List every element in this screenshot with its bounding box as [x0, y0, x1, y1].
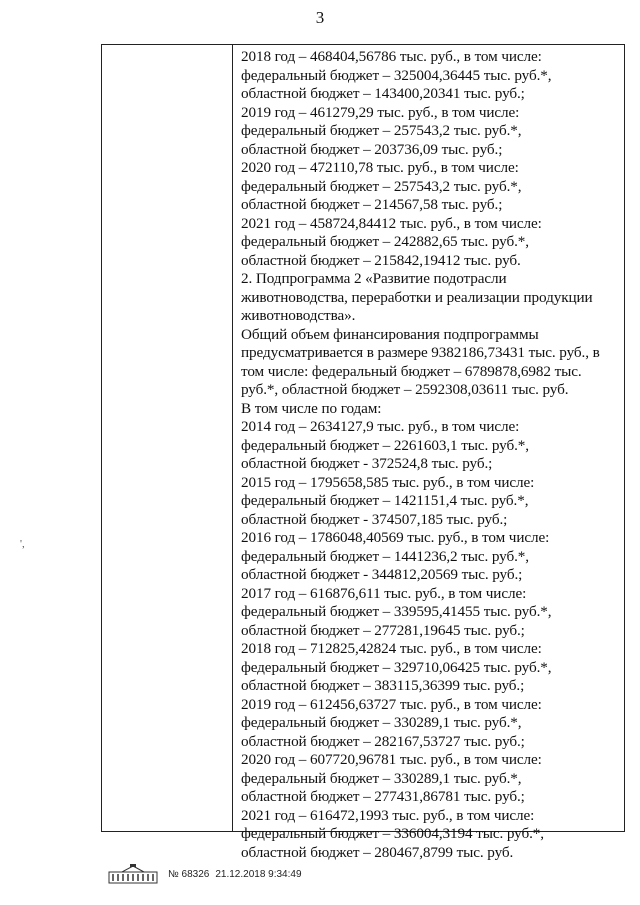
text-line: 2021 год – 458724,84412 тыс. руб., в том числе: — [241, 214, 542, 232]
text-line: 2020 год – 607720,96781 тыс. руб., в том числе: — [241, 751, 542, 768]
text-line: Общий объем финансирования подпрограммы — [241, 325, 539, 343]
document-timestamp: 21.12.2018 9:34:49 — [215, 868, 302, 880]
text-line: областной бюджет – 280467,8799 тыс. руб. — [241, 843, 514, 861]
footer-stamp — [108, 864, 302, 884]
text-line: областной бюджет - 374507,185 тыс. руб.; — [241, 510, 508, 528]
text-line: федеральный бюджет – 325004,36445 тыс. руб.*, — [241, 66, 552, 84]
text-line: 2019 год – 461279,29 тыс. руб., в том числе: — [241, 103, 520, 121]
scan-mark: ', — [20, 538, 25, 550]
text-line: том числе: федеральный бюджет – 6789878,6982 тыс. — [241, 362, 582, 380]
text-line: федеральный бюджет – 330289,1 тыс. руб.*, — [241, 769, 522, 787]
text-line: областной бюджет – 203736,09 тыс. руб.; — [241, 140, 503, 158]
text-line: предусматривается в размере 9382186,73431 тыс. руб., в — [241, 344, 600, 361]
text-line: федеральный бюджет – 1441236,2 тыс. руб.*, — [241, 547, 529, 565]
text-line: областной бюджет – 143400,20341 тыс. руб.; — [241, 85, 525, 102]
text-line: 2015 год – 1795658,585 тыс. руб., в том числе: — [241, 473, 535, 491]
text-line: федеральный бюджет – 329710,06425 тыс. руб.*, — [241, 658, 552, 676]
text-line: областной бюджет – 383115,36399 тыс. руб.; — [241, 677, 525, 694]
text-line: федеральный бюджет – 2261603,1 тыс. руб.*, — [241, 436, 529, 454]
text-line: 2020 год – 472110,78 тыс. руб., в том числе: — [241, 159, 519, 176]
text-line: 2018 год – 712825,42824 тыс. руб., в том числе: — [241, 640, 542, 657]
text-line: федеральный бюджет – 257543,2 тыс. руб.*, — [241, 122, 522, 139]
text-line: 2014 год – 2634127,9 тыс. руб., в том числе: — [241, 418, 520, 435]
text-line: областной бюджет – 277281,19645 тыс. руб.; — [241, 621, 525, 639]
text-line: федеральный бюджет – 339595,41455 тыс. руб.*, — [241, 603, 552, 620]
document-number: № 68326 — [168, 868, 210, 880]
text-line: 2019 год – 612456,63727 тыс. руб., в том числе: — [241, 695, 542, 713]
text-line: федеральный бюджет – 1421151,4 тыс. руб.*, — [241, 492, 529, 509]
text-line: областной бюджет - 344812,20569 тыс. руб.; — [241, 566, 523, 583]
text-line: областной бюджет - 372524,8 тыс. руб.; — [241, 455, 493, 472]
text-line: федеральный бюджет – 330289,1 тыс. руб.*, — [241, 714, 522, 731]
text-line: федеральный бюджет – 257543,2 тыс. руб.*, — [241, 177, 522, 195]
government-building-icon — [108, 864, 158, 884]
text-line: 2021 год – 616472,1993 тыс. руб., в том числе: — [241, 806, 535, 824]
text-line: руб.*, областной бюджет – 2592308,03611 тыс. руб. — [241, 381, 569, 398]
table-left-column — [102, 45, 233, 831]
text-line: 2. Подпрограмма 2 «Развитие подотрасли — [241, 270, 507, 287]
text-line: областной бюджет – 277431,86781 тыс. руб.; — [241, 788, 525, 805]
page-number: 3 — [315, 8, 325, 27]
text-line: В том числе по годам: — [241, 399, 382, 417]
text-line: областной бюджет – 215842,19412 тыс. руб. — [241, 251, 521, 269]
text-line: 2018 год – 468404,56786 тыс. руб., в том числе: — [241, 48, 542, 65]
text-line: областной бюджет – 214567,58 тыс. руб.; — [241, 196, 503, 213]
text-line: животноводства». — [241, 307, 356, 324]
text-line: 2017 год – 616876,611 тыс. руб., в том числе: — [241, 584, 527, 602]
content-table — [101, 44, 625, 861]
table-right-column — [241, 48, 618, 862]
text-line: животноводства, переработки и реализации продукции — [241, 288, 593, 306]
text-line: федеральный бюджет – 242882,65 тыс. руб.*, — [241, 233, 529, 250]
text-line: 2016 год – 1786048,40569 тыс. руб., в том числе: — [241, 529, 550, 546]
text-line: областной бюджет – 282167,53727 тыс. руб.; — [241, 732, 525, 750]
text-line: федеральный бюджет – 336004,3194 тыс. руб.*, — [241, 825, 544, 842]
